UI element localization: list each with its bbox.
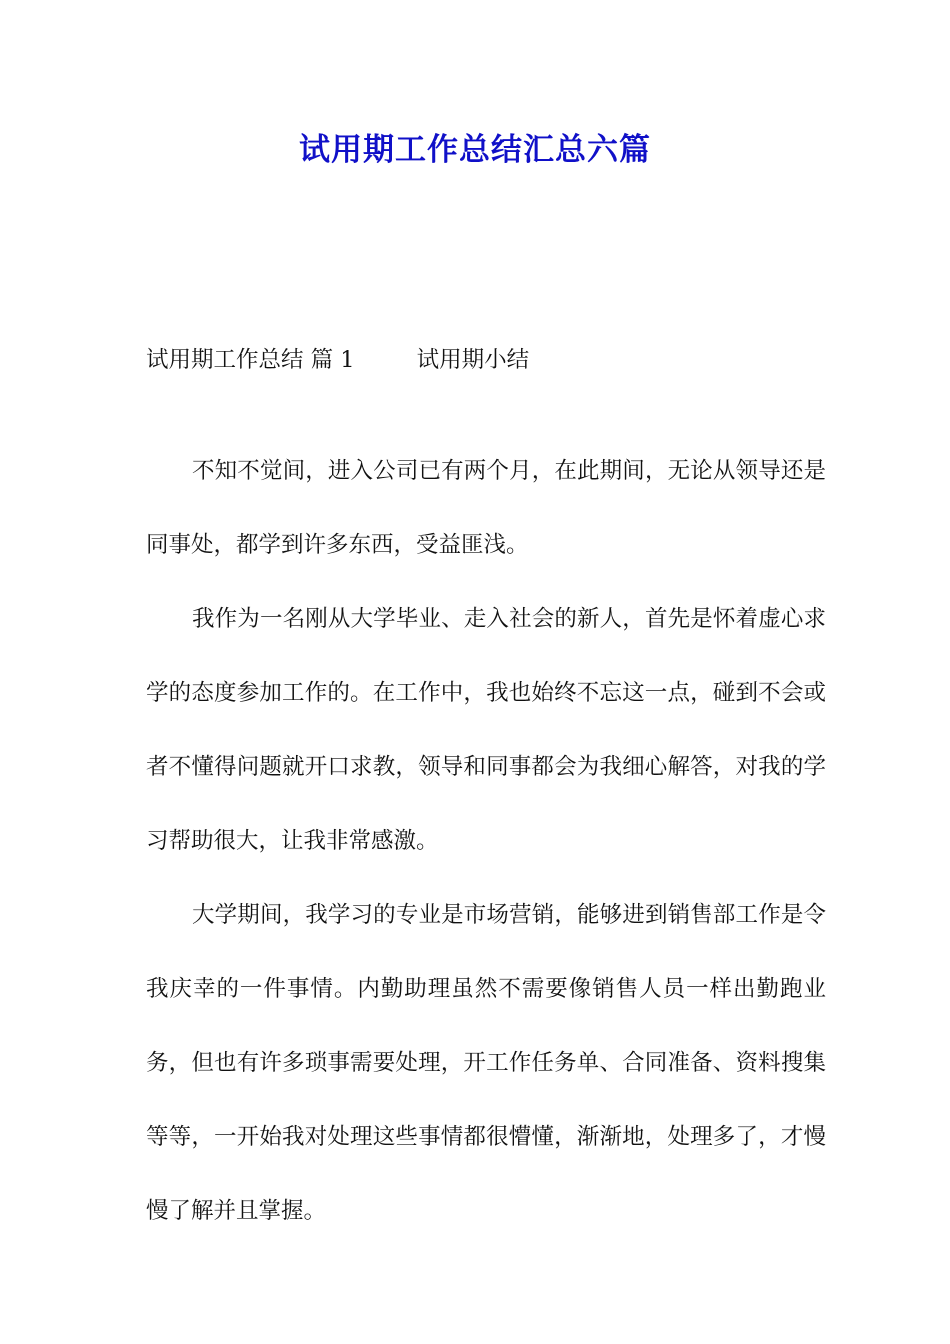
document-title: 试用期工作总结汇总六篇: [299, 132, 651, 168]
section-subtitle: 试用期小结: [416, 347, 530, 373]
section-heading: [146, 340, 826, 381]
paragraph: 我作为一名刚从大学毕业、走入社会的新人，首先是怀着虚心求学的态度参加工作的。在工作中，我也始终不忘这一点，碰到不会或者不懂得问题就开口求教，领导和同事都会为我细心解答，对我的学习帮助很大，让我非常感激。: [146, 606, 826, 854]
paragraph: 不知不觉间，进入公司已有两个月，在此期间，无论从领导还是同事处，都学到许多东西，受益匪浅。: [146, 458, 826, 558]
paragraph: 大学期间，我学习的专业是市场营销，能够进到销售部工作是令我庆幸的一件事情。内勤助理虽然不需要像销售人员一样出勤跑业务，但也有许多琐事需要处理，开工作任务单、合同准备、资料搜集等等，一开始我对处理这些事情都很懵懂，渐渐地，处理多了，才慢慢了解并且掌握。: [146, 902, 826, 1224]
document-body: [146, 340, 826, 1248]
section-heading-label: 试用期工作总结 篇 1: [146, 347, 355, 373]
